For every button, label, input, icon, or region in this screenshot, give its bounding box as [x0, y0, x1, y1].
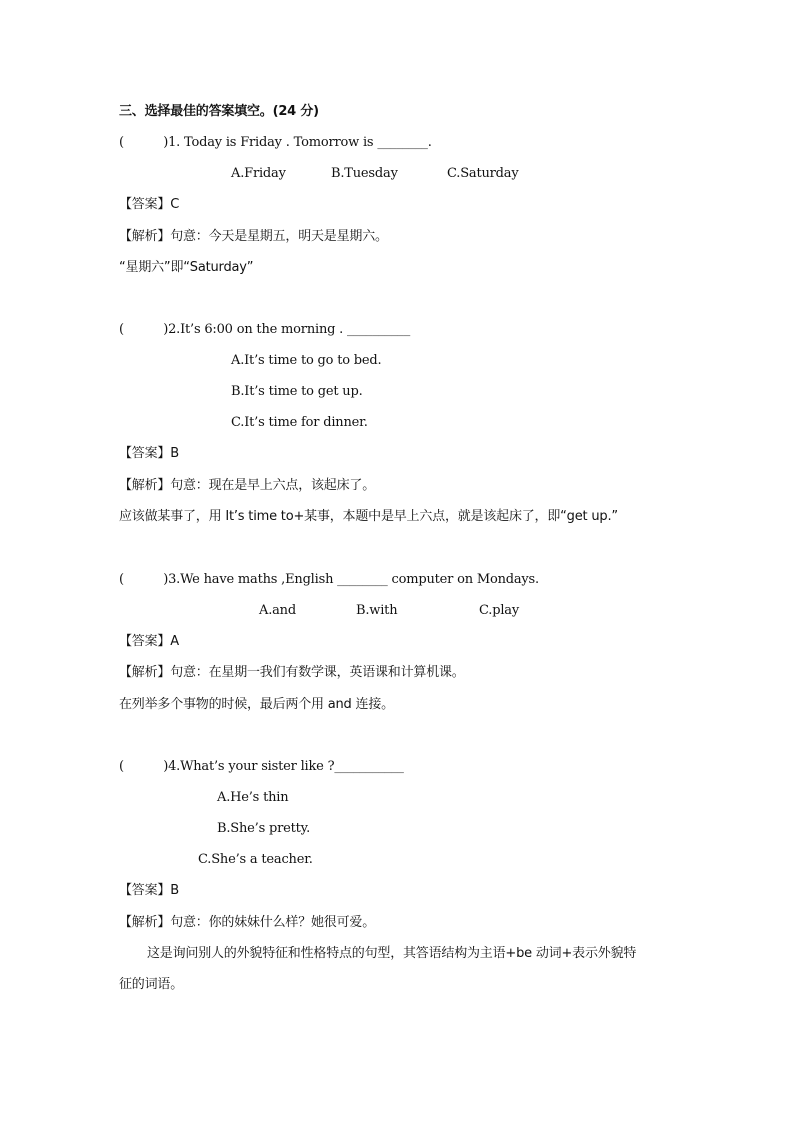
question-4-extra-line-2: 征的词语。	[119, 977, 184, 992]
question-4-option-c: C.She’s a teacher.	[198, 852, 313, 867]
question-2-option-b: B.It’s time to get up.	[231, 384, 363, 399]
question-3-stem: ( )3.We have maths ,English ________ computer on Mondays.	[119, 572, 539, 587]
question-2-analysis: 【解析】句意：现在是早上六点，该起床了。	[119, 478, 376, 493]
question-2-option-c: C.It’s time for dinner.	[231, 415, 368, 430]
section-title: 三、选择最佳的答案填空。(24 分)	[119, 104, 319, 119]
question-1-analysis: 【解析】句意：今天是星期五，明天是星期六。	[119, 229, 388, 244]
question-2-stem: ( )2.It’s 6:00 on the morning . __________	[119, 322, 411, 337]
question-4-stem: ( )4.What’s your sister like ?___________	[119, 759, 404, 774]
question-3-option-a: A.and	[259, 603, 296, 618]
question-1-option-b: B.Tuesday	[331, 166, 398, 181]
question-3-option-c: C.play	[479, 603, 519, 618]
question-1-option-a: A.Friday	[231, 166, 286, 181]
question-4-answer: 【答案】B	[119, 883, 179, 898]
question-1-extra: “星期六”即“Saturday”	[119, 260, 254, 275]
question-4-analysis: 【解析】句意：你的妹妹什么样？她很可爱。	[119, 915, 376, 930]
question-3-answer: 【答案】A	[119, 634, 179, 649]
question-2-option-a: A.It’s time to go to bed.	[231, 353, 382, 368]
question-2-answer: 【答案】B	[119, 446, 179, 461]
question-1-answer: 【答案】C	[119, 197, 180, 212]
question-3-extra: 在列举多个事物的时候，最后两个用 and 连接。	[119, 697, 394, 712]
question-1-option-c: C.Saturday	[447, 166, 519, 181]
question-4-option-a: A.He’s thin	[217, 790, 289, 805]
question-2-extra: 应该做某事了，用 It’s time to+某事，本题中是早上六点，就是该起床了，即“get up.”	[119, 509, 618, 524]
question-3-option-b: B.with	[356, 603, 398, 618]
question-1-stem: ( )1. Today is Friday . Tomorrow is ________.	[119, 135, 432, 150]
question-3-analysis: 【解析】句意：在星期一我们有数学课，英语课和计算机课。	[119, 665, 465, 680]
question-4-option-b: B.She’s pretty.	[217, 821, 311, 836]
question-4-extra-line-1: 这是询问别人的外貌特征和性格特点的句型，其答语结构为主语+be 动词+表示外貌特	[147, 946, 637, 961]
